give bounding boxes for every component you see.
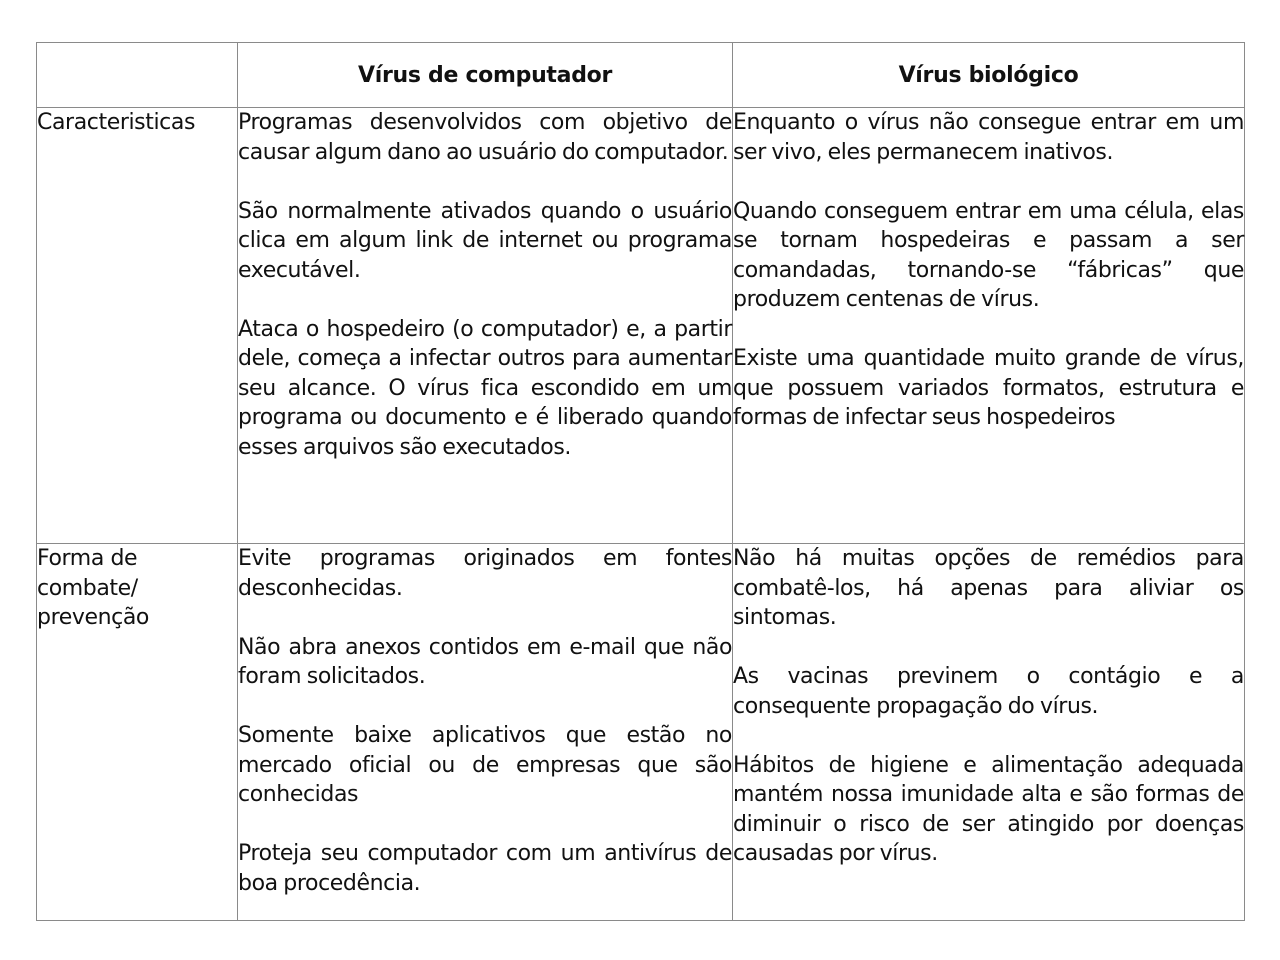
paragraph: Não abra anexos contidos em e-mail que não foram solicitados. [238, 634, 732, 689]
comparison-table [36, 42, 1245, 921]
header-empty-cell [37, 43, 238, 108]
paragraph: Somente baixe aplicativos que estão no mercado oficial ou de empresas que são conhecidas [238, 723, 732, 807]
biological-prevention-cell [733, 544, 1245, 921]
paragraph: Não há muitas opções de remédios para combatê-los, há apenas para aliviar os sintomas. [733, 546, 1244, 630]
paragraph: Proteja seu computador com um antivírus de boa procedência. [238, 841, 732, 896]
paragraph: Enquanto o vírus não consegue entrar em um ser vivo, eles permanecem inativos. [733, 110, 1244, 165]
table-row [37, 544, 1245, 921]
table-header-row [37, 43, 1245, 108]
header-computer-virus: Vírus de computador [238, 43, 733, 108]
paragraph: Programas desenvolvidos com objetivo de causar algum dano ao usuário do computador. [238, 110, 732, 165]
table-row [37, 108, 1245, 544]
header-biological-virus: Vírus biológico [733, 43, 1245, 108]
row-label-prevention: Forma de combate/ prevenção [37, 544, 238, 921]
paragraph: Ataca o hospedeiro (o computador) e, a partir dele, começa a infectar outros para aumentar seu alcance. O vírus fica escondido em um programa ou documento e é liberado quando esses arquivos são executados. [238, 316, 732, 460]
paragraph: São normalmente ativados quando o usuário clica em algum link de internet ou programa executável. [238, 198, 732, 283]
row-label-characteristics: Caracteristicas [37, 108, 238, 544]
paragraph: As vacinas previnem o contágio e a consequente propagação do vírus. [733, 664, 1244, 719]
paragraph: Existe uma quantidade muito grande de vírus, que possuem variados formatos, estrutura e formas de infectar seus hospedeiros [733, 346, 1244, 430]
paragraph: Evite programas originados em fontes desconhecidas. [238, 546, 732, 601]
computer-characteristics-cell [238, 108, 733, 544]
biological-characteristics-cell [733, 108, 1245, 544]
paragraph: Hábitos de higiene e alimentação adequada mantém nossa imunidade alta e são formas de diminuir o risco de ser atingido por doenças causadas por vírus. [733, 752, 1244, 866]
paragraph: Quando conseguem entrar em uma célula, elas se tornam hospedeiras e passam a ser comandadas, tornando-se “fábricas” que produzem centenas de vírus. [733, 198, 1244, 312]
computer-prevention-cell [238, 544, 733, 921]
